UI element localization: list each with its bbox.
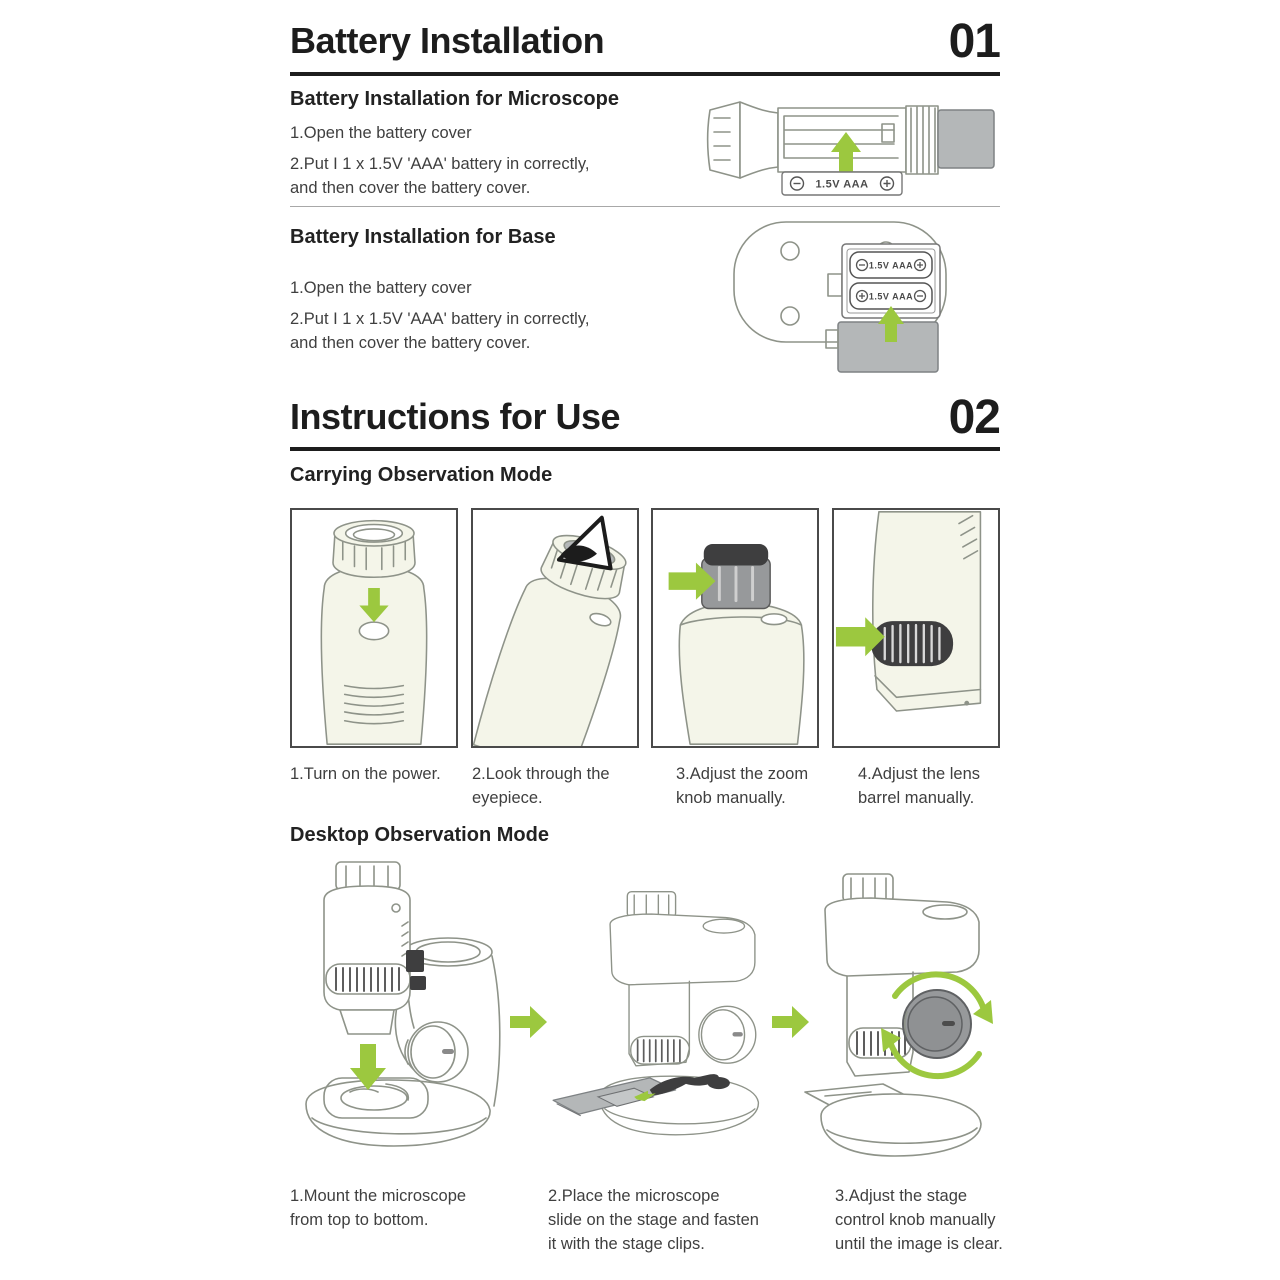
carry-step-2-panel [471, 508, 639, 748]
section-number-02: 02 [948, 391, 1000, 444]
mount-microscope-illustration [290, 856, 505, 1161]
heading-carrying-mode: Carrying Observation Mode [290, 464, 553, 486]
carry-caption-1: 1.Turn on the power. [290, 765, 441, 783]
carry-caption-3: 3.Adjust the zoom knob manually. [676, 765, 809, 807]
desktop-caption-1: 1.Mount the microscope from top to bottom. [290, 1187, 467, 1229]
zoom-knob-illustration [653, 510, 817, 746]
base-battery-1 [850, 252, 932, 278]
aaa-battery-label [782, 172, 902, 195]
heading-desktop-mode: Desktop Observation Mode [290, 824, 549, 846]
focus-knob [405, 1022, 468, 1082]
base-step-2-line2: and then cover the battery cover. [290, 334, 531, 352]
base-battery-2 [850, 283, 932, 309]
microscope-battery-illustration [698, 84, 998, 196]
focus-knob [699, 1006, 756, 1063]
section-title-battery: Battery Installation [290, 20, 605, 61]
section-number-01: 01 [948, 15, 1000, 68]
look-through-eyepiece-illustration [473, 510, 637, 746]
battery-cover [938, 110, 994, 168]
heading-battery-base: Battery Installation for Base [290, 226, 556, 248]
base-step-1: 1.Open the battery cover [290, 279, 472, 297]
desktop-caption-2: 2.Place the microscope slide on the stage and fasten it with the stage clips. [548, 1187, 759, 1253]
section-divider [290, 206, 1000, 207]
place-slide-illustration [548, 862, 798, 1167]
mount-clamp [406, 950, 424, 972]
stage-control-knob [903, 990, 971, 1058]
desktop-caption-3: 3.Adjust the stage control knob manually until the image is clear. [835, 1187, 1003, 1253]
micro-step-2-line2: and then cover the battery cover. [290, 179, 531, 197]
handheld-microscope [324, 862, 426, 1034]
section-header-instructions [290, 391, 1000, 444]
section-header-battery [290, 15, 1000, 68]
power-on-illustration [292, 510, 456, 746]
svg-text:1.5V AAA: 1.5V AAA [815, 178, 869, 191]
heading-battery-microscope: Battery Installation for Microscope [290, 88, 619, 110]
section-rule [290, 447, 1000, 451]
lens-barrel-wheel [871, 621, 953, 666]
micro-step-2-line1: 2.Put I 1 x 1.5V 'AAA' battery in correctly, [290, 155, 590, 173]
adjust-stage-knob-illustration [795, 866, 1005, 1166]
carry-caption-4: 4.Adjust the lens barrel manually. [858, 765, 980, 807]
carry-step-3-panel [651, 508, 819, 748]
zoom-knob [702, 544, 770, 608]
carry-step-4-panel [832, 508, 1000, 748]
base-battery-illustration [728, 218, 983, 376]
carry-caption-2: 2.Look through the eyepiece. [472, 765, 610, 807]
section-rule [290, 72, 1000, 76]
carrying-panels-row [290, 508, 1000, 748]
base-step-2-line1: 2.Put I 1 x 1.5V 'AAA' battery in correctly, [290, 310, 590, 328]
lens-barrel-illustration [834, 510, 998, 746]
manual-content [290, 0, 1003, 1280]
micro-step-1: 1.Open the battery cover [290, 124, 472, 142]
arrow-right-icon [510, 1006, 548, 1038]
carry-step-1-panel [290, 508, 458, 748]
desktop-illustrations-row [290, 856, 1000, 1174]
svg-text:1.5V AAA: 1.5V AAA [868, 260, 914, 271]
section-title-instructions: Instructions for Use [290, 396, 621, 437]
svg-text:1.5V AAA: 1.5V AAA [868, 291, 914, 302]
